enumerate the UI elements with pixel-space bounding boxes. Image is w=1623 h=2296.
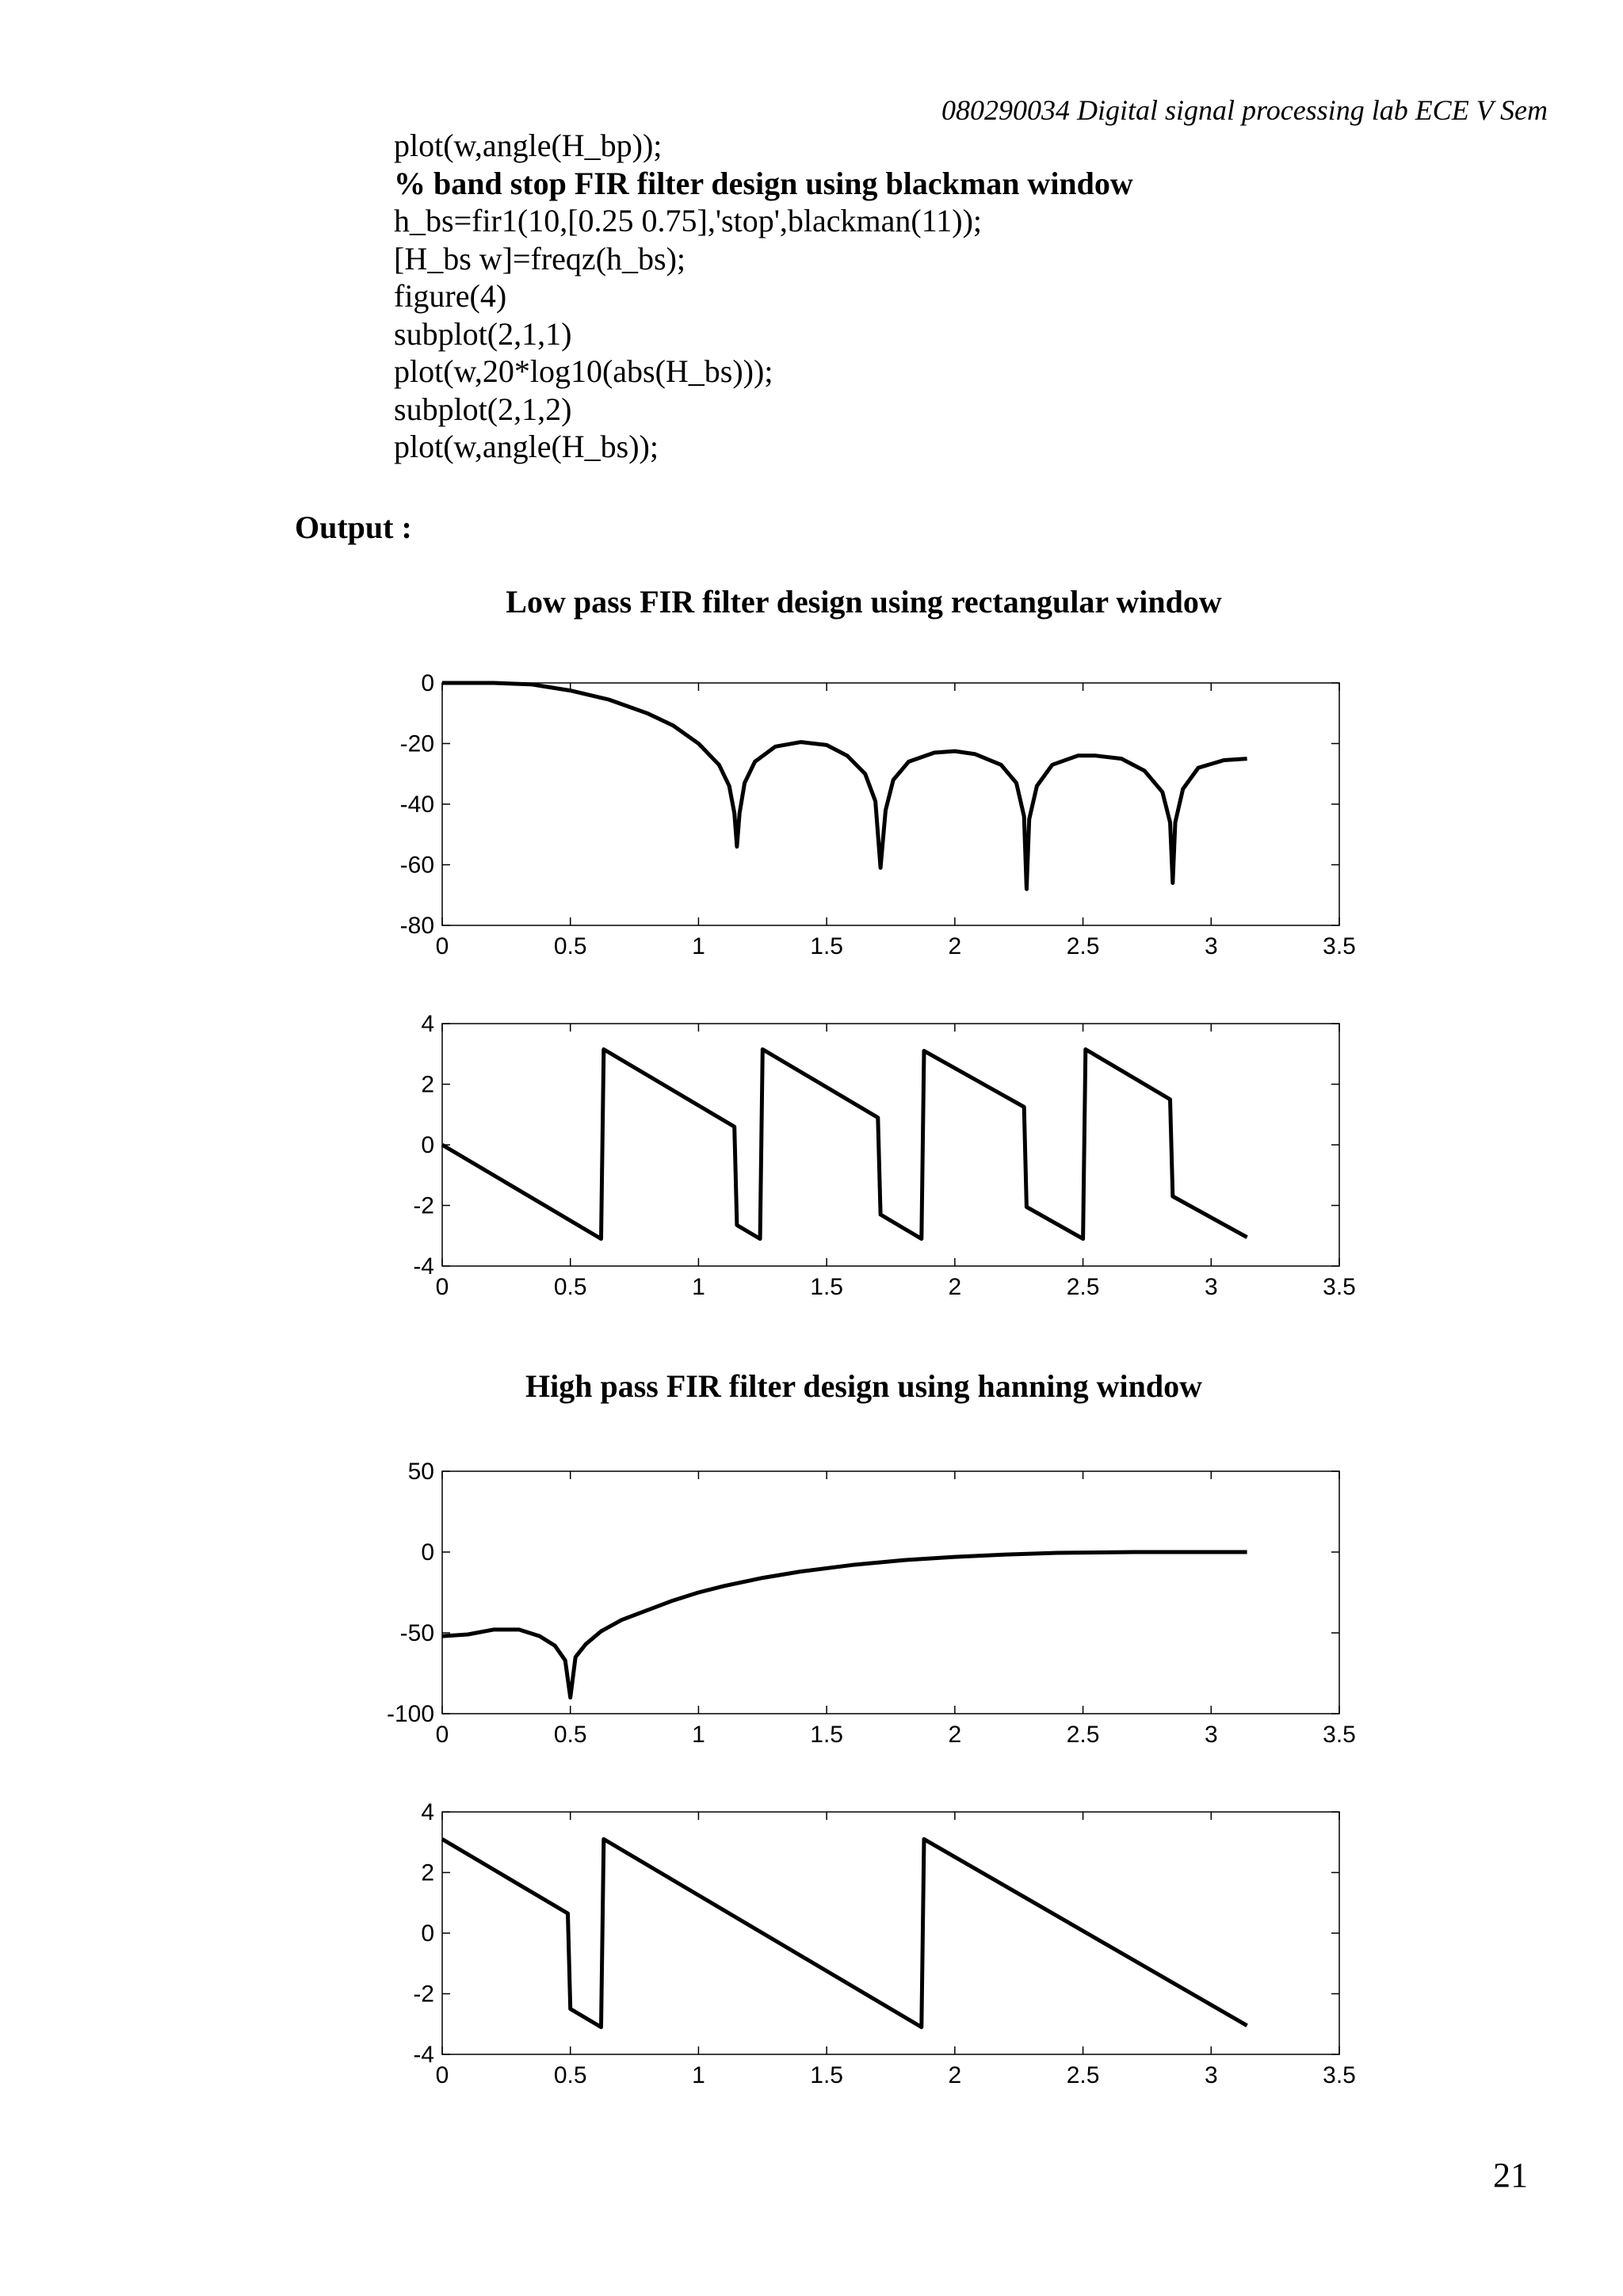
code-line: h_bs=fir1(10,[0.25 0.75],'stop',blackman(11));	[394, 203, 983, 238]
y-tick-label: -80	[399, 913, 434, 939]
x-tick-label: 1.5	[810, 1274, 844, 1300]
y-tick-label: 0	[421, 1920, 434, 1947]
series-line	[442, 683, 1247, 889]
y-tick-label: -20	[399, 730, 434, 757]
x-tick-label: 1	[692, 1722, 705, 1748]
matlab-code-block	[394, 127, 1133, 466]
code-line: subplot(2,1,1)	[394, 315, 572, 352]
series-line	[442, 1839, 1247, 2027]
y-tick-label: -100	[386, 1701, 434, 1727]
x-tick-label: 2.5	[1066, 1274, 1100, 1300]
code-line: plot(w,angle(H_bs));	[394, 429, 659, 464]
y-tick-label: -4	[413, 1253, 434, 1280]
y-tick-label: -2	[413, 1981, 434, 2008]
x-tick-label: 2.5	[1066, 933, 1100, 959]
x-tick-label: 1	[692, 2062, 705, 2088]
x-tick-label: 3	[1204, 1274, 1218, 1300]
output-label: Output :	[295, 509, 412, 545]
x-tick-label: 1	[692, 1274, 705, 1300]
code-line: plot(w,angle(H_bp));	[394, 128, 663, 163]
x-tick-label: 0	[435, 2062, 449, 2088]
figure-2-title: High pass FIR filter design using hanning window	[525, 1368, 1202, 1404]
x-tick-label: 0.5	[553, 1722, 587, 1748]
x-tick-label: 3.5	[1323, 933, 1356, 959]
y-tick-label: 2	[421, 1071, 434, 1098]
y-tick-label: -4	[413, 2042, 434, 2068]
y-tick-label: 50	[407, 1459, 434, 1485]
x-tick-label: 3	[1204, 1722, 1218, 1748]
x-tick-label: 1.5	[810, 2062, 844, 2088]
x-tick-label: 3	[1204, 2062, 1218, 2088]
series-line	[442, 1050, 1247, 1239]
x-tick-label: 1.5	[810, 933, 844, 959]
x-tick-label: 0	[435, 1722, 449, 1748]
highpass-magnitude-plot	[0, 1438, 1623, 1755]
series-line	[442, 1552, 1247, 1698]
page-header: 080290034 Digital signal processing lab ECE V Sem	[941, 94, 1548, 126]
y-tick-label: -50	[399, 1620, 434, 1646]
y-tick-label: -40	[399, 791, 434, 818]
y-tick-label: 4	[421, 1799, 434, 1825]
code-line: figure(4)	[394, 278, 507, 314]
x-tick-label: 3	[1204, 933, 1218, 959]
x-tick-label: 0.5	[553, 1274, 587, 1300]
x-tick-label: 2	[948, 1274, 962, 1300]
x-tick-label: 2.5	[1066, 2062, 1100, 2088]
x-tick-label: 0	[435, 933, 449, 959]
y-tick-label: 0	[421, 1539, 434, 1566]
code-line: [H_bs w]=freqz(h_bs);	[394, 240, 686, 277]
y-tick-label: 0	[421, 670, 434, 696]
x-tick-label: 1.5	[810, 1722, 844, 1748]
x-tick-label: 3.5	[1323, 2062, 1356, 2088]
x-tick-label: 0.5	[553, 2062, 587, 2088]
code-comment-line: % band stop FIR filter design using blackman window	[394, 165, 1133, 201]
axes-box	[442, 683, 1339, 925]
lowpass-phase-plot	[0, 990, 1623, 1307]
code-line: plot(w,20*log10(abs(H_bs)));	[394, 353, 773, 389]
code-line: subplot(2,1,2)	[394, 391, 572, 427]
y-tick-label: 2	[421, 1859, 434, 1886]
x-tick-label: 2	[948, 2062, 962, 2088]
x-tick-label: 3.5	[1323, 1722, 1356, 1748]
x-tick-label: 0	[435, 1274, 449, 1300]
x-tick-label: 0.5	[553, 933, 587, 959]
y-tick-label: 4	[421, 1011, 434, 1037]
x-tick-label: 2.5	[1066, 1722, 1100, 1748]
axes-box	[442, 1024, 1339, 1266]
x-tick-label: 1	[692, 933, 705, 959]
highpass-phase-plot	[0, 1779, 1623, 2096]
x-tick-label: 3.5	[1323, 1274, 1356, 1300]
x-tick-label: 2	[948, 933, 962, 959]
axes-box	[442, 1812, 1339, 2054]
y-tick-label: -2	[413, 1192, 434, 1219]
axes-box	[442, 1471, 1339, 1714]
y-tick-label: -60	[399, 852, 434, 879]
lowpass-magnitude-plot	[0, 650, 1623, 967]
y-tick-label: 0	[421, 1132, 434, 1158]
figure-1-title: Low pass FIR filter design using rectangular window	[506, 584, 1222, 620]
x-tick-label: 2	[948, 1722, 962, 1748]
page-number: 21	[1493, 2156, 1528, 2195]
